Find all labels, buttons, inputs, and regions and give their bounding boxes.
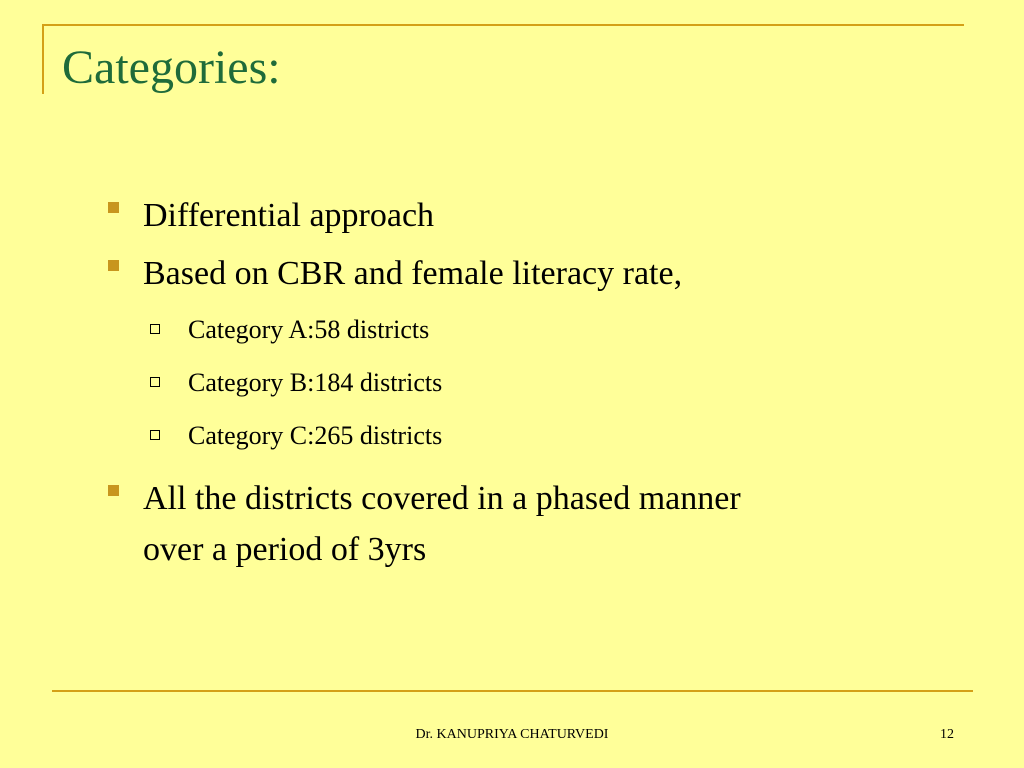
list-item — [150, 367, 442, 398]
sub-bullet-text: Category B:184 districts — [188, 368, 443, 397]
list-item — [108, 248, 682, 299]
page-number: 12 — [940, 727, 954, 742]
bullet-block — [143, 473, 741, 575]
list-item — [150, 314, 429, 345]
square-bullet-icon — [108, 260, 119, 271]
bullet-text: Differential approach — [143, 197, 435, 234]
sub-bullet-text: Category C:265 districts — [188, 421, 443, 450]
bullet-text-continuation: over a period of 3yrs — [143, 531, 427, 568]
bullet-text: Based on CBR and female literacy rate, — [143, 255, 683, 292]
slide-title: Categories: — [62, 41, 281, 94]
square-bullet-icon — [108, 485, 119, 496]
list-item — [150, 420, 442, 451]
square-bullet-icon — [108, 202, 119, 213]
list-item — [108, 190, 434, 241]
sub-bullet-text: Category A:58 districts — [188, 315, 430, 344]
hollow-square-bullet-icon — [150, 430, 160, 440]
hollow-square-bullet-icon — [150, 377, 160, 387]
hollow-square-bullet-icon — [150, 324, 160, 334]
footer-author: Dr. KANUPRIYA CHATURVEDI — [415, 727, 609, 742]
list-item — [108, 473, 741, 575]
footer-divider — [52, 690, 973, 692]
bullet-text: All the districts covered in a phased manner — [143, 480, 741, 517]
